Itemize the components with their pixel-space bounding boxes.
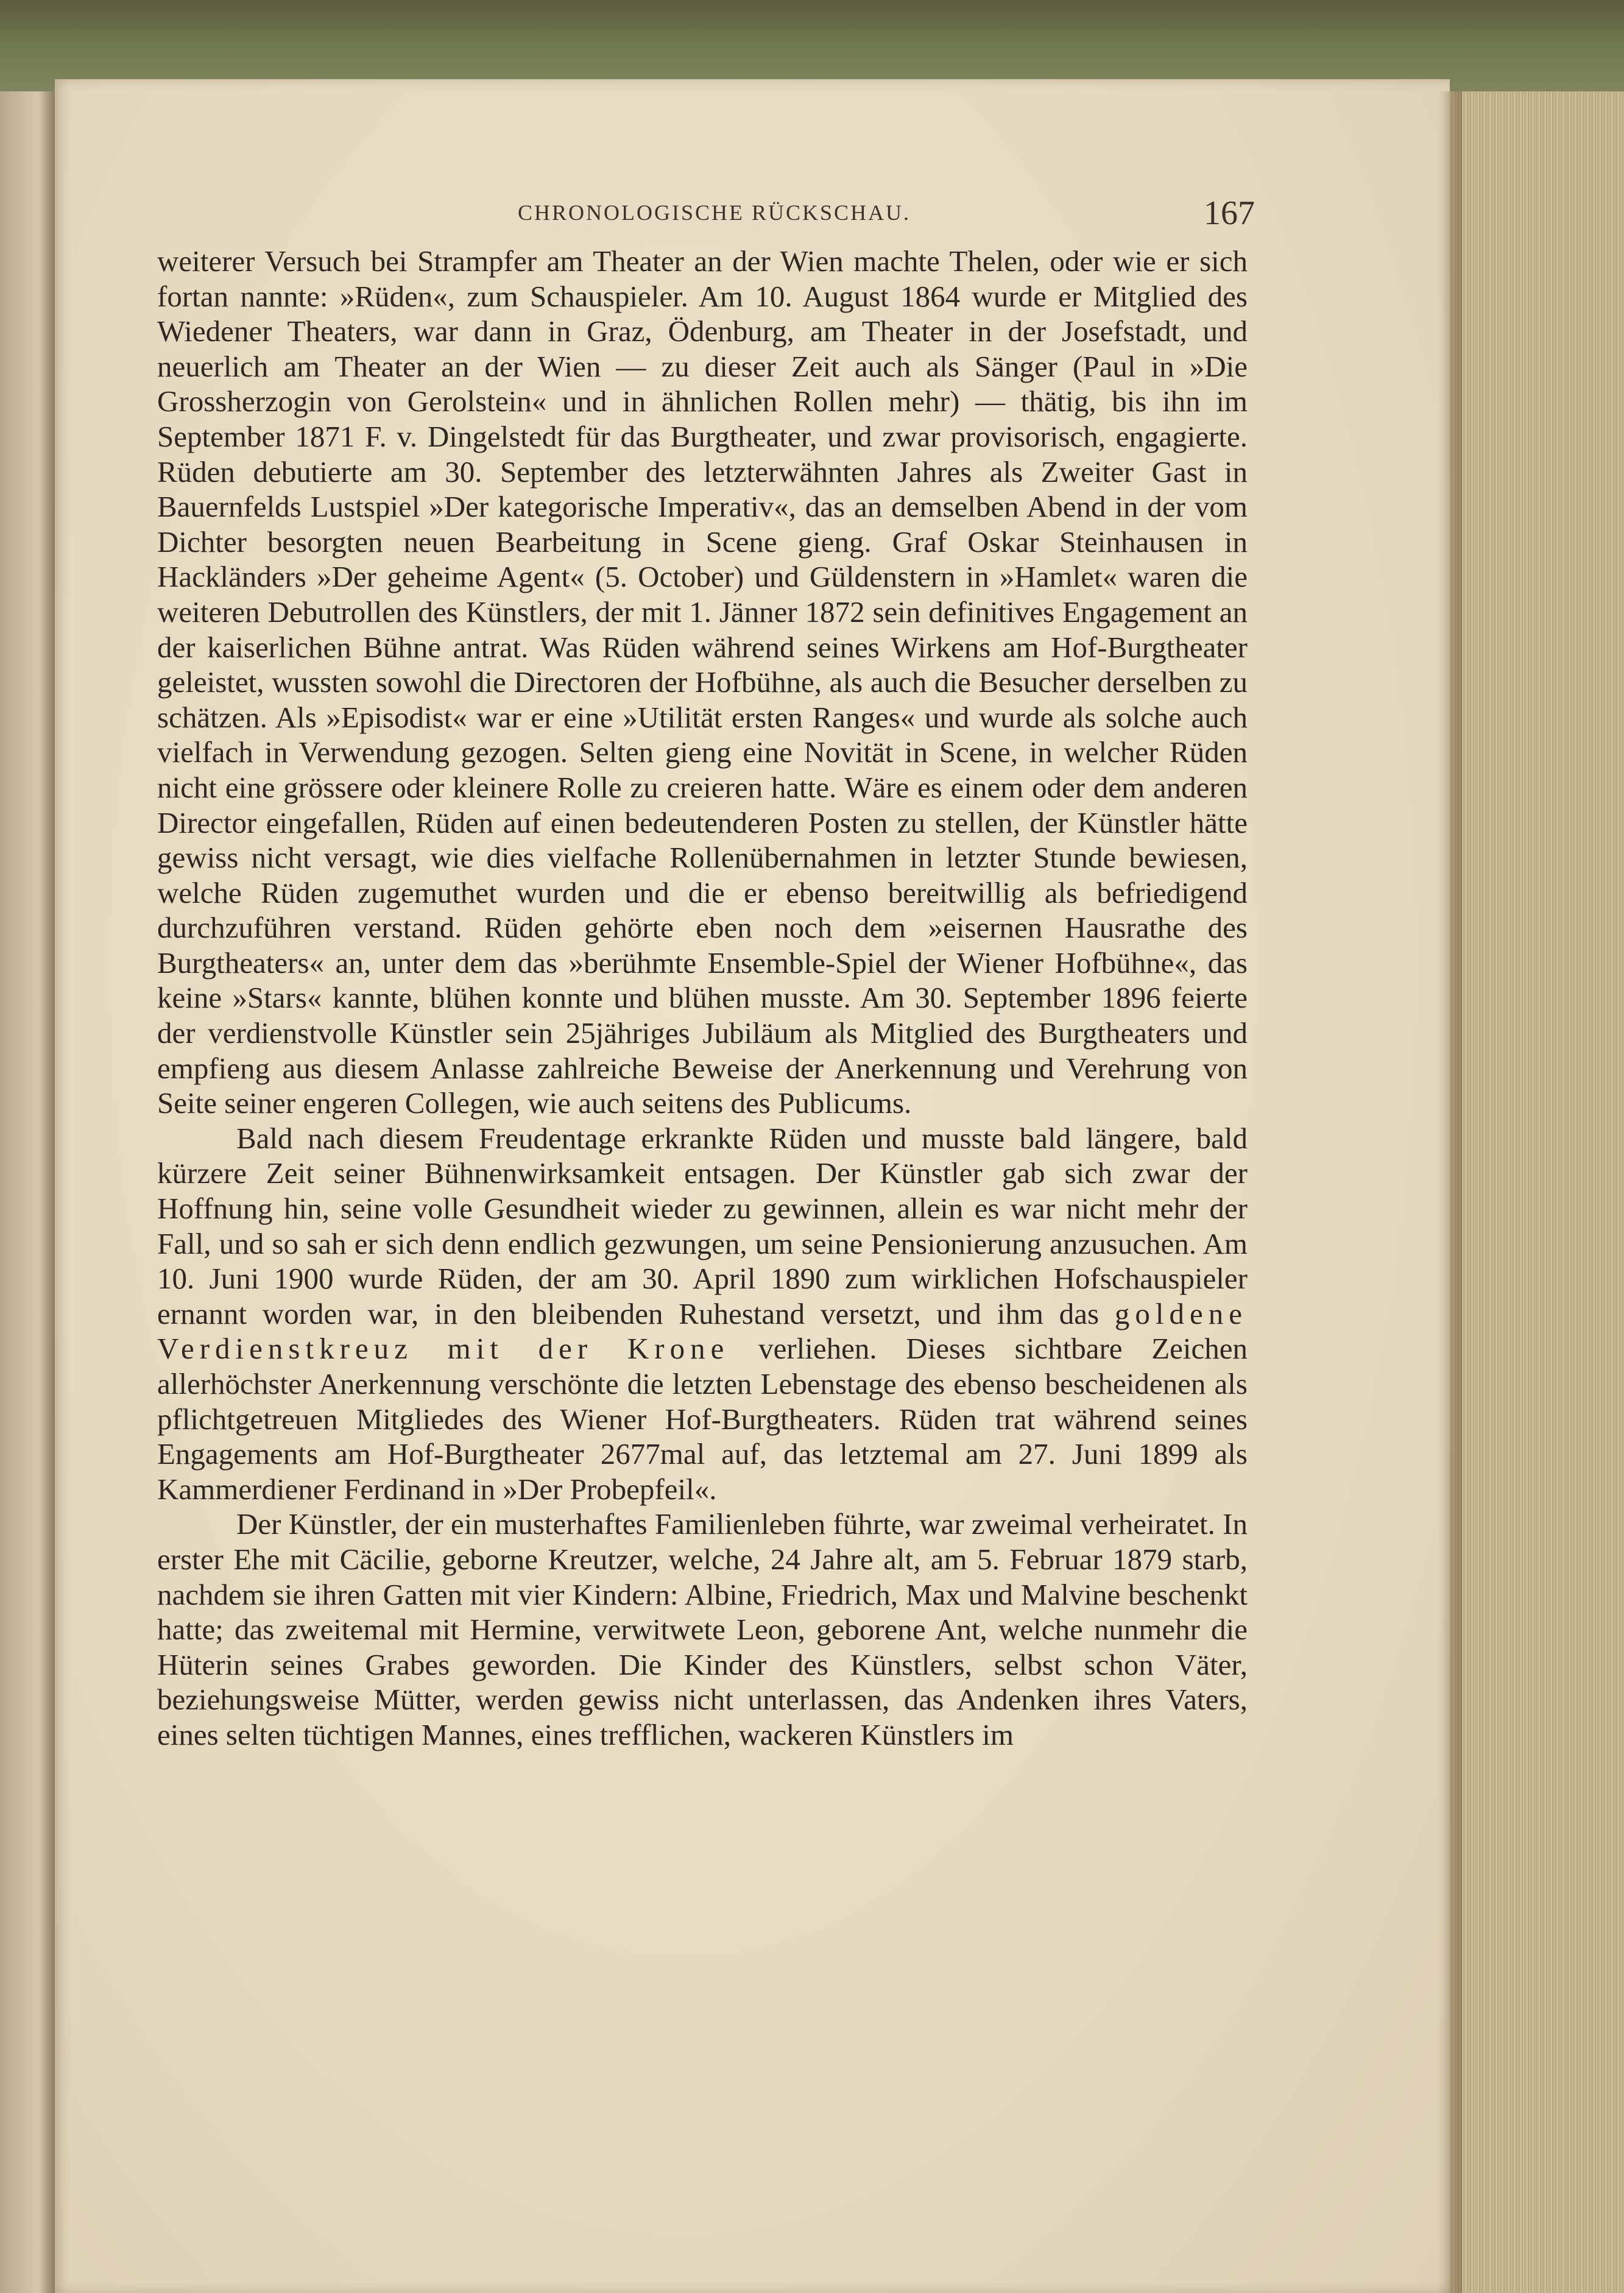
page-stack-edge: [1450, 91, 1624, 2293]
running-title: CHRONOLOGISCHE RÜCKSCHAU.: [518, 200, 911, 225]
running-head: [158, 194, 1255, 230]
paragraph-2-text-start: Bald nach diesem Freudentage erkrankte Rüden und musste bald längere, bald kürzere Zeit seiner Bühnenwirksamkeit entsagen. Der Künstler gab sich zwar der Hoffnung hin, seine volle Gesundheit wieder zu gewinnen, allein es war nicht mehr der Fall, und so sah er sich denn endlich gezwungen, um seine Pensionierung anzusuchen. Am 10. Juni 1900 wurde Rüden, der am 30. April 1890 zum wirklichen Hofschauspieler ernannt worden war, in den bleibenden Ruhestand versetzt, und ihm das: [157, 1121, 1248, 1330]
left-page-edge: [0, 91, 55, 2293]
gutter-shadow: [1438, 91, 1462, 2293]
page-number: 167: [1204, 194, 1255, 232]
paragraph-1: weiterer Versuch bei Strampfer am Theater an der Wien machte Thelen, oder wie er sich fortan nannte: »Rüden«, zum Schauspieler. Am 10. August 1864 wurde er Mitglied des Wiedener Theaters, war dann in Graz, Ödenburg, am Theater in der Josefstadt, und neuerlich am Theater an der Wien — zu dieser Zeit auch als Sänger (Paul in »Die Grossherzogin von Gerolstein« und in ähnlichen Rollen mehr) — thätig, bis ihn im September 1871 F. v. Dingelstedt für das Burgtheater, und zwar provisorisch, engagierte. Rüden debutierte am 30. September des letzterwähnten Jahres als Zweiter Gast in Bauernfelds Lustspiel »Der kategorische Imperativ«, das an demselben Abend in der vom Dichter besorgten neuen Bearbeitung in Scene gieng. Graf Oskar Steinhausen in Hackländers »Der geheime Agent« (5. October) und Güldenstern in »Hamlet« waren die weiteren Debutrollen des Künstlers, der mit 1. Jänner 1872 sein definitives Engagement an der kaiserlichen Bühne antrat. Was Rüden während seines Wirkens am Hof-Burgtheater geleistet, wussten sowohl die Directoren der Hofbühne, als auch die Besucher derselben zu schätzen. Als »Episodist« war er eine »Utilität ersten Ranges« und wurde als solche auch vielfach in Verwendung gezogen. Selten gieng eine Novität in Scene, in welcher Rüden nicht eine grössere oder kleinere Rolle zu creieren hatte. Wäre es einem oder dem anderen Director eingefallen, Rüden auf einen bedeutenderen Posten zu stellen, der Künstler hätte gewiss nicht versagt, wie dies vielfache Rollenübernahmen in letzter Stunde bewiesen, welche Rüden zugemuthet wurden und die er ebenso bereitwillig als befriedigend durchzuführen verstand. Rüden gehörte eben noch dem »eisernen Hausrathe des Burgtheaters« an, unter dem das »berühmte Ensemble-Spiel der Wiener Hofbühne«, das keine »Stars« kannte, blühen konnte und blühen musste. Am 30. September 1896 feierte der verdienstvolle Künstler sein 25jähriges Jubiläum als Mitglied des Burgtheaters und empfieng aus diesem Anlasse zahlreiche Beweise der Anerkennung und Verehrung von Seite seiner engeren Collegen, wie auch seitens des Publicums.: [157, 244, 1248, 1120]
paragraph-3: Der Künstler, der ein musterhaftes Familienleben führte, war zweimal verheiratet. In erster Ehe mit Cäcilie, geborne Kreutzer, welche, 24 Jahre alt, am 5. Februar 1879 starb, nachdem sie ihren Gatten mit vier Kindern: Albine, Friedrich, Max und Malvine beschenkt hatte; das zweitemal mit Hermine, verwitwete Leon, geborene Ant, welche nunmehr die Hüterin seines Grabes geworden. Die Kinder des Künstlers, selbst schon Väter, beziehungsweise Mütter, werden gewiss nicht unterlassen, das Andenken ihres Vaters, eines selten tüchtigen Mannes, eines trefflichen, wackeren Künstlers im: [157, 1507, 1248, 1751]
emphasized-award: goldene Verdienstkreuz mit der Krone: [157, 1296, 1248, 1366]
paragraph-2: [157, 1121, 1248, 1507]
paragraph-2-text-end: verliehen. Dieses sichtbare Zeichen allerhöchster Anerkennung verschönte die letzten Lebenstage des ebenso bescheidenen als pflichtgetreuen Mitgliedes des Wiener Hof-Burgtheaters. Rüden trat während seines Engagements am Hof-Burgtheater 2677mal auf, das letztemal am 27. Juni 1899 als Kammerdiener Ferdinand in »Der Probepfeil«.: [157, 1332, 1248, 1506]
body-text: [157, 244, 1248, 1753]
